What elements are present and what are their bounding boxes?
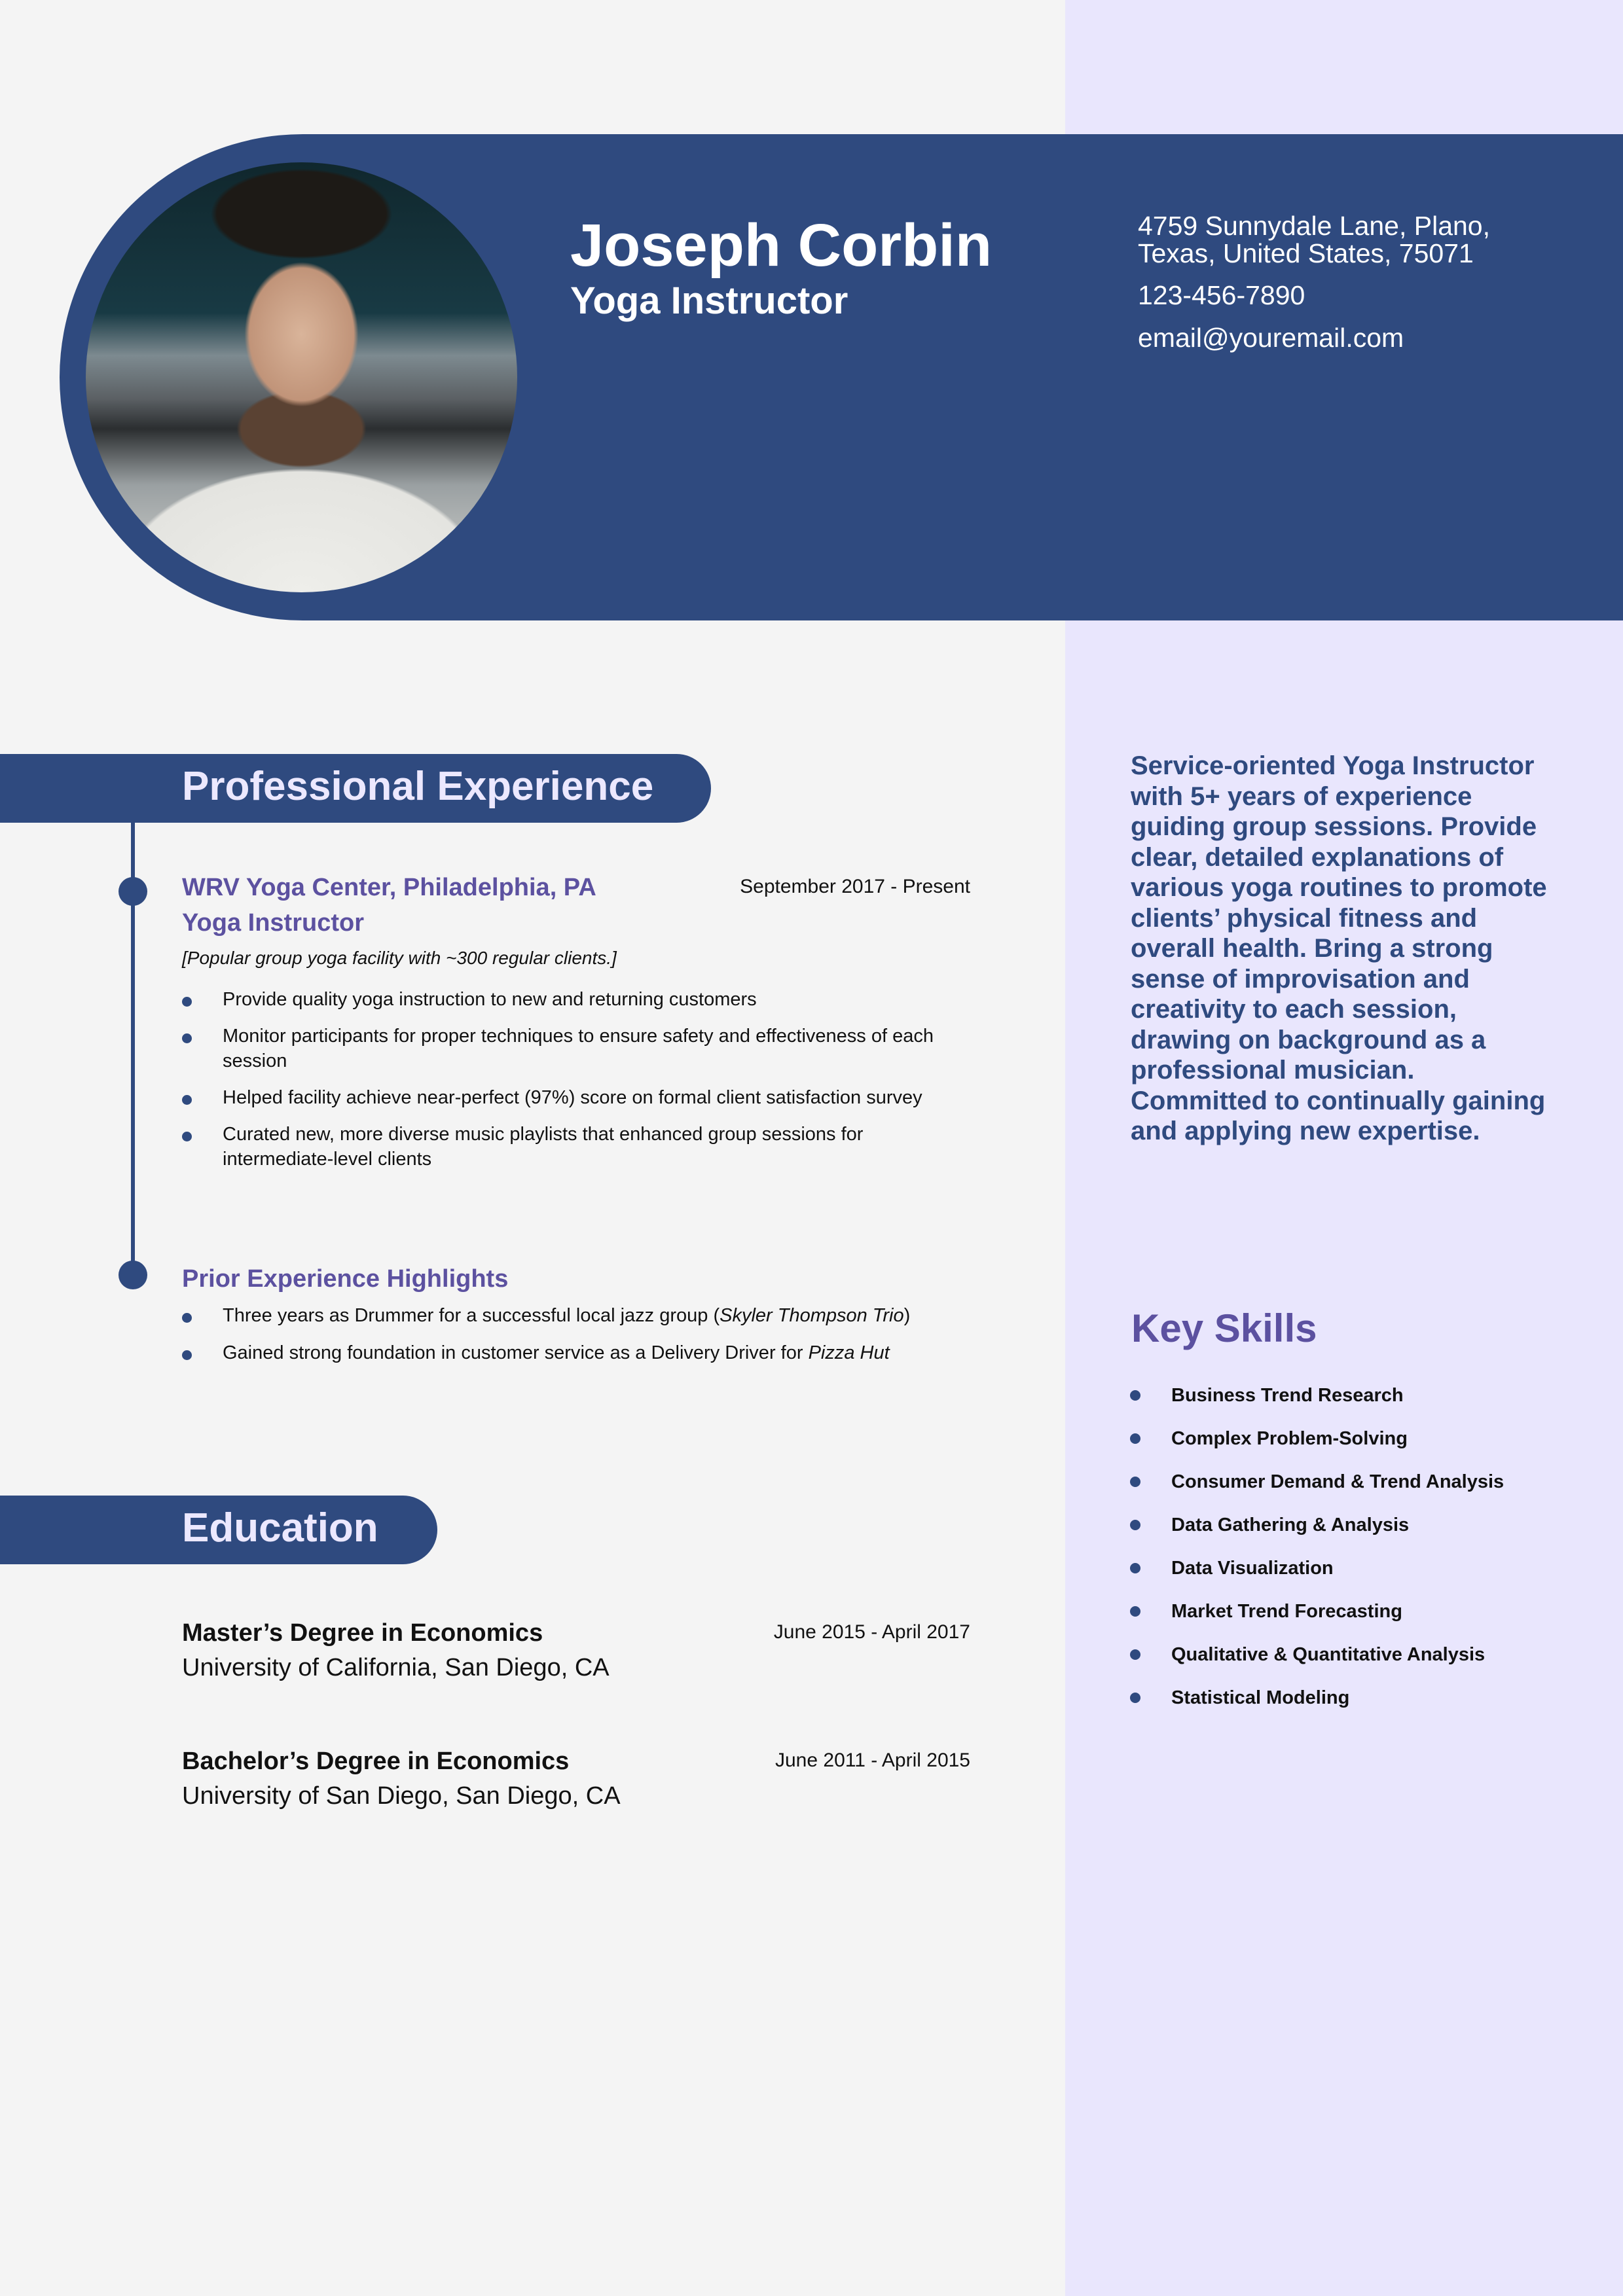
bullet-icon xyxy=(1130,1693,1140,1703)
list-item: Monitor participants for proper techniques to ensure safety and effectiveness of each session xyxy=(182,1024,974,1073)
education-degree: Bachelor’s Degree in Economics xyxy=(182,1748,570,1775)
prior-bullets xyxy=(182,1303,974,1365)
profile-summary: Service-oriented Yoga Instructor with 5+ years of experience guiding group sessions. Provide clear, detailed explanations of various yoga routines to promote clients’ physical fitness and overall health. Bring a strong sense of improvisation and creativity to each session, drawing on background as a professional musician. Committed to continually gaining and applying new expertise. xyxy=(1131,751,1547,1145)
bullet-icon xyxy=(1130,1433,1140,1444)
bullet-icon xyxy=(182,997,192,1007)
list-item: Curated new, more diverse music playlists that enhanced group sessions for intermediate-level clients xyxy=(182,1122,974,1172)
skill-item: Market Trend Forecasting xyxy=(1129,1598,1535,1624)
list-item: Provide quality yoga instruction to new and returning customers xyxy=(182,987,974,1012)
skill-item: Consumer Demand & Trend Analysis xyxy=(1129,1469,1535,1495)
bullet-icon xyxy=(182,1033,192,1043)
education-degree: Master’s Degree in Economics xyxy=(182,1619,543,1647)
education-dates: June 2015 - April 2017 xyxy=(773,1621,970,1643)
prior-experience-heading: Prior Experience Highlights xyxy=(182,1265,509,1293)
skill-item: Data Gathering & Analysis xyxy=(1129,1512,1535,1538)
contact-email[interactable]: email@youremail.com xyxy=(1138,323,1404,353)
candidate-name: Joseph Corbin xyxy=(570,212,993,279)
contact-address: 4759 Sunnydale Lane, Plano, Texas, United States, 75071 xyxy=(1138,211,1491,268)
job-role: Yoga Instructor xyxy=(182,909,364,937)
job-note: [Popular group yoga facility with ~300 regular clients.] xyxy=(182,948,617,968)
skill-item: Data Visualization xyxy=(1129,1555,1535,1581)
list-item: Three years as Drummer for a successful local jazz group (Skyler Thompson Trio) xyxy=(182,1303,974,1328)
contact-info xyxy=(1138,212,1557,352)
skill-item: Complex Problem-Solving xyxy=(1129,1426,1535,1452)
bullet-icon xyxy=(1130,1649,1140,1660)
education-dates: June 2011 - April 2015 xyxy=(775,1749,970,1771)
bullet-icon xyxy=(182,1350,192,1360)
education-school: University of California, San Diego, CA xyxy=(182,1654,610,1681)
job-company: WRV Yoga Center, Philadelphia, PA xyxy=(182,874,596,901)
bullet-icon xyxy=(182,1313,192,1323)
skill-item: Statistical Modeling xyxy=(1129,1685,1535,1711)
list-item: Helped facility achieve near-perfect (97%) score on formal client satisfaction survey xyxy=(182,1085,974,1110)
contact-phone: 123-456-7890 xyxy=(1138,280,1305,310)
section-header-education xyxy=(0,1496,437,1564)
skill-item: Qualitative & Quantitative Analysis xyxy=(1129,1641,1535,1668)
profile-photo xyxy=(86,162,517,592)
list-item: Gained strong foundation in customer service as a Delivery Driver for Pizza Hut xyxy=(182,1340,974,1365)
skill-item: Business Trend Research xyxy=(1129,1382,1535,1408)
skills-heading: Key Skills xyxy=(1131,1306,1317,1350)
bullet-icon xyxy=(1130,1606,1140,1617)
section-title: Education xyxy=(182,1505,378,1551)
timeline-dot-icon xyxy=(119,877,147,906)
bullet-icon xyxy=(1130,1563,1140,1573)
bullet-icon xyxy=(1130,1477,1140,1487)
skills-list xyxy=(1129,1382,1535,1728)
education-school: University of San Diego, San Diego, CA xyxy=(182,1782,621,1810)
section-title: Professional Experience xyxy=(182,764,654,809)
job-dates: September 2017 - Present xyxy=(740,876,970,897)
bullet-icon xyxy=(182,1132,192,1141)
candidate-title: Yoga Instructor xyxy=(570,279,848,322)
bullet-icon xyxy=(182,1095,192,1105)
bullet-icon xyxy=(1130,1390,1140,1401)
job-bullets xyxy=(182,987,974,1183)
timeline-dot-icon xyxy=(119,1261,147,1289)
bullet-icon xyxy=(1130,1520,1140,1530)
section-header-experience xyxy=(0,754,711,823)
